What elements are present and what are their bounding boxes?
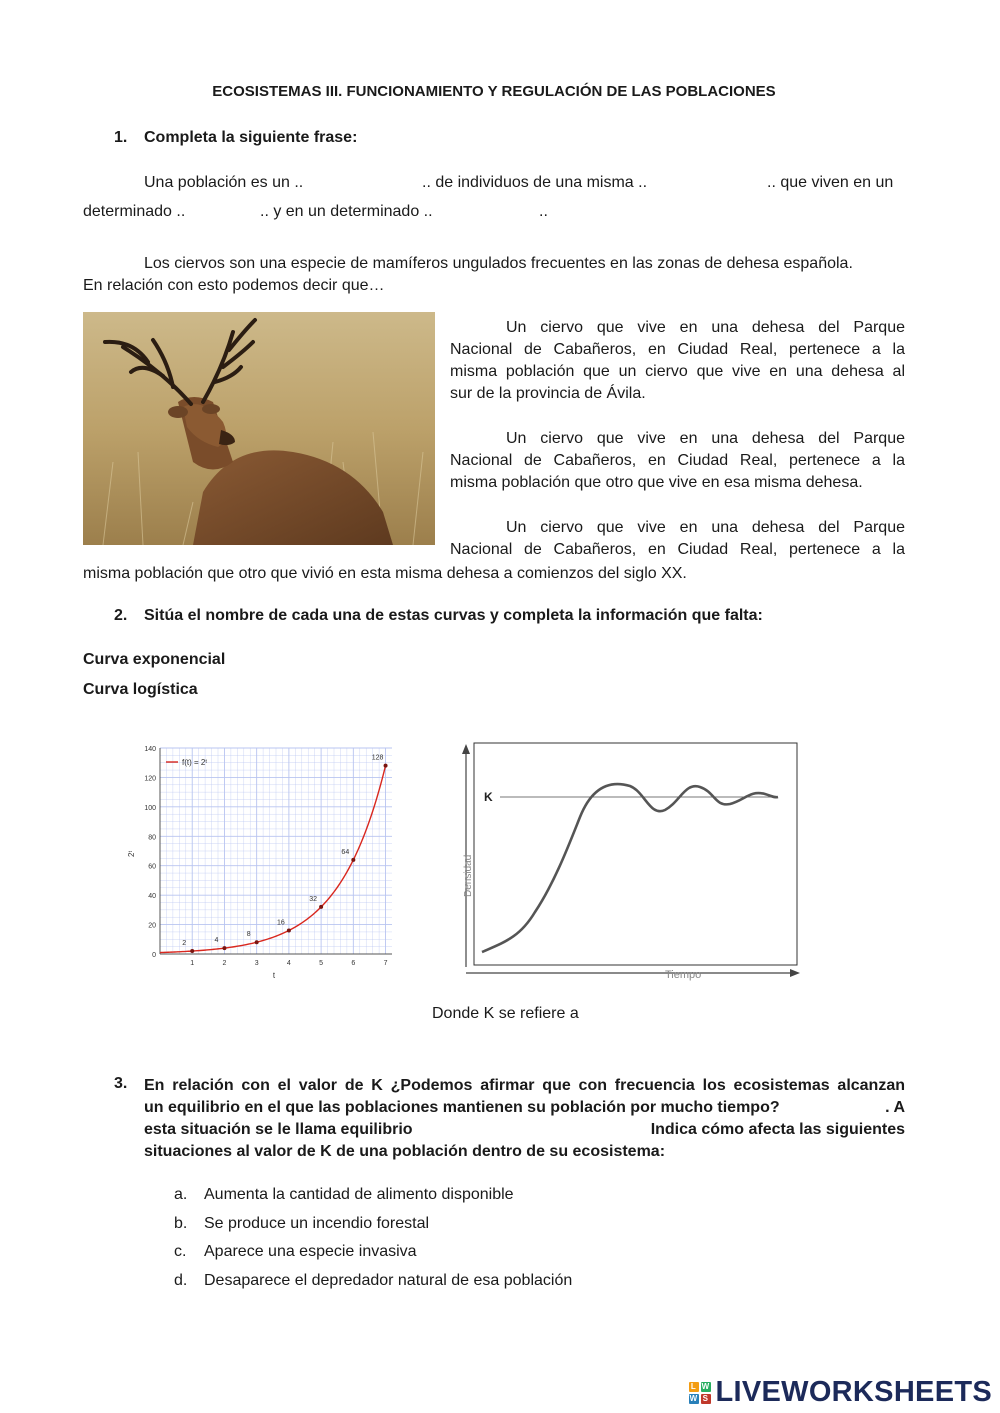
page-title: ECOSISTEMAS III. FUNCIONAMIENTO Y REGULACIÓN DE LAS POBLACIONES xyxy=(212,83,776,100)
logo-grid-icon: L W W S xyxy=(689,1381,710,1403)
statement-3: Un ciervo que vive en una dehesa del Parque Nacional de Cabañeros, en Ciudad Real, pertenece a la xyxy=(450,519,905,558)
data-point xyxy=(255,940,259,944)
question-1-heading xyxy=(114,129,357,147)
data-label: 8 xyxy=(246,931,251,939)
question-number: 1. xyxy=(114,129,128,146)
data-point xyxy=(222,946,226,950)
list-item: a. Aumenta la cantidad de alimento disponible xyxy=(174,1186,514,1203)
k-caption: Donde K se refiere a xyxy=(432,1005,579,1022)
sentence-part-3: .. que viven en un xyxy=(767,174,894,191)
logo-text: LIVEWORKSHEETS xyxy=(715,1376,992,1408)
list-item: c. Aparece una especie invasiva xyxy=(174,1243,417,1260)
x-axis-label: Tiempo xyxy=(665,969,702,981)
chart-frame xyxy=(474,743,797,965)
question-3-block: 3. En relación con el valor de K ¿Podemos afirmar que con frecuencia los ecosistemas alcanzan un equilibrio en el que las poblaciones mantienen su población por mucho tiempo? . A esta situación se le llama equilibrio Indica cómo afecta las siguientes situaciones al valor de K de una población dentro de su ecosistema: xyxy=(114,1075,905,1163)
data-label: 32 xyxy=(309,895,318,903)
question-2-heading xyxy=(114,607,763,625)
data-point xyxy=(319,905,323,909)
logistic-chart xyxy=(460,742,805,982)
intro-line-2: En relación con esto podemos decir que… xyxy=(83,277,385,294)
data-label: 4 xyxy=(214,937,219,945)
y-axis-label: 2ᵗ xyxy=(127,850,136,857)
data-label: 16 xyxy=(276,919,285,927)
exponential-chart xyxy=(120,740,400,980)
question-number: 3. xyxy=(114,1075,128,1092)
logistic-curve xyxy=(482,784,778,952)
data-label: 64 xyxy=(341,848,350,856)
legend-label: f(t) = 2ᵗ xyxy=(182,758,208,767)
y-tick-label: 40 xyxy=(148,893,156,901)
y-tick-label: 120 xyxy=(144,775,156,783)
statement-3-continued: misma población que otro que vivió en esta misma dehesa a comienzos del siglo XX. xyxy=(83,565,687,582)
list-item: d. Desaparece el depredador natural de esa población xyxy=(174,1272,573,1289)
question-number: 2. xyxy=(114,607,128,624)
data-label: 2 xyxy=(182,940,187,948)
x-tick-label: 1 xyxy=(190,960,195,967)
y-axis-arrow-icon xyxy=(462,744,470,754)
data-point xyxy=(287,928,291,932)
data-point xyxy=(384,764,388,768)
x-tick-label: 6 xyxy=(351,960,356,967)
deer-photo xyxy=(83,312,435,545)
statement-1: Un ciervo que vive en una dehesa del Parque Nacional de Cabañeros, en Ciudad Real, pertenece a la misma población que un ciervo que vive en una dehesa al sur de la provincia de Ávila. xyxy=(450,319,905,402)
data-point xyxy=(351,858,355,862)
chart-background xyxy=(120,740,400,980)
sentence-part-1: Una población es un .. xyxy=(144,174,304,191)
y-tick-label: 80 xyxy=(148,834,156,842)
question-text: Sitúa el nombre de cada una de estas curvas y completa la información que falta: xyxy=(144,607,763,624)
liveworksheets-logo[interactable] xyxy=(689,1376,993,1409)
x-tick-label: 3 xyxy=(254,960,259,967)
y-axis-label: Densidad xyxy=(463,854,474,897)
y-tick-label: 20 xyxy=(148,922,156,930)
data-point xyxy=(190,949,194,953)
y-tick-label: 140 xyxy=(144,746,156,753)
intro-line-1: Los ciervos son una especie de mamíferos ungulados frecuentes en las zonas de dehesa española. xyxy=(144,255,853,272)
x-tick-label: 5 xyxy=(319,960,324,967)
x-axis-arrow-icon xyxy=(790,969,800,977)
x-axis-label: t xyxy=(272,971,276,980)
sentence-line2-part-2: .. y en un determinado .. xyxy=(260,203,433,220)
list-item: b. Se produce un incendio forestal xyxy=(174,1215,430,1232)
sentence-part-2: .. de individuos de una misma .. xyxy=(422,174,648,191)
x-tick-label: 2 xyxy=(222,960,227,967)
sentence-line2-part-1: determinado .. xyxy=(83,203,186,220)
option-exponential[interactable]: Curva exponencial xyxy=(83,651,226,668)
y-tick-label: 0 xyxy=(152,952,156,959)
y-tick-label: 100 xyxy=(144,804,156,812)
data-label: 128 xyxy=(371,754,384,762)
k-label: K xyxy=(484,790,493,804)
statement-2: Un ciervo que vive en una dehesa del Parque Nacional de Cabañeros, en Ciudad Real, pertenece a la misma población que otro que vive en esa misma dehesa. xyxy=(450,430,905,491)
question-text: Completa la siguiente frase: xyxy=(144,129,358,146)
option-logistic[interactable]: Curva logística xyxy=(83,681,198,698)
x-tick-label: 7 xyxy=(383,960,388,967)
sentence-line2-part-3: .. xyxy=(539,203,548,220)
x-tick-label: 4 xyxy=(286,960,291,967)
y-tick-label: 60 xyxy=(148,863,156,871)
